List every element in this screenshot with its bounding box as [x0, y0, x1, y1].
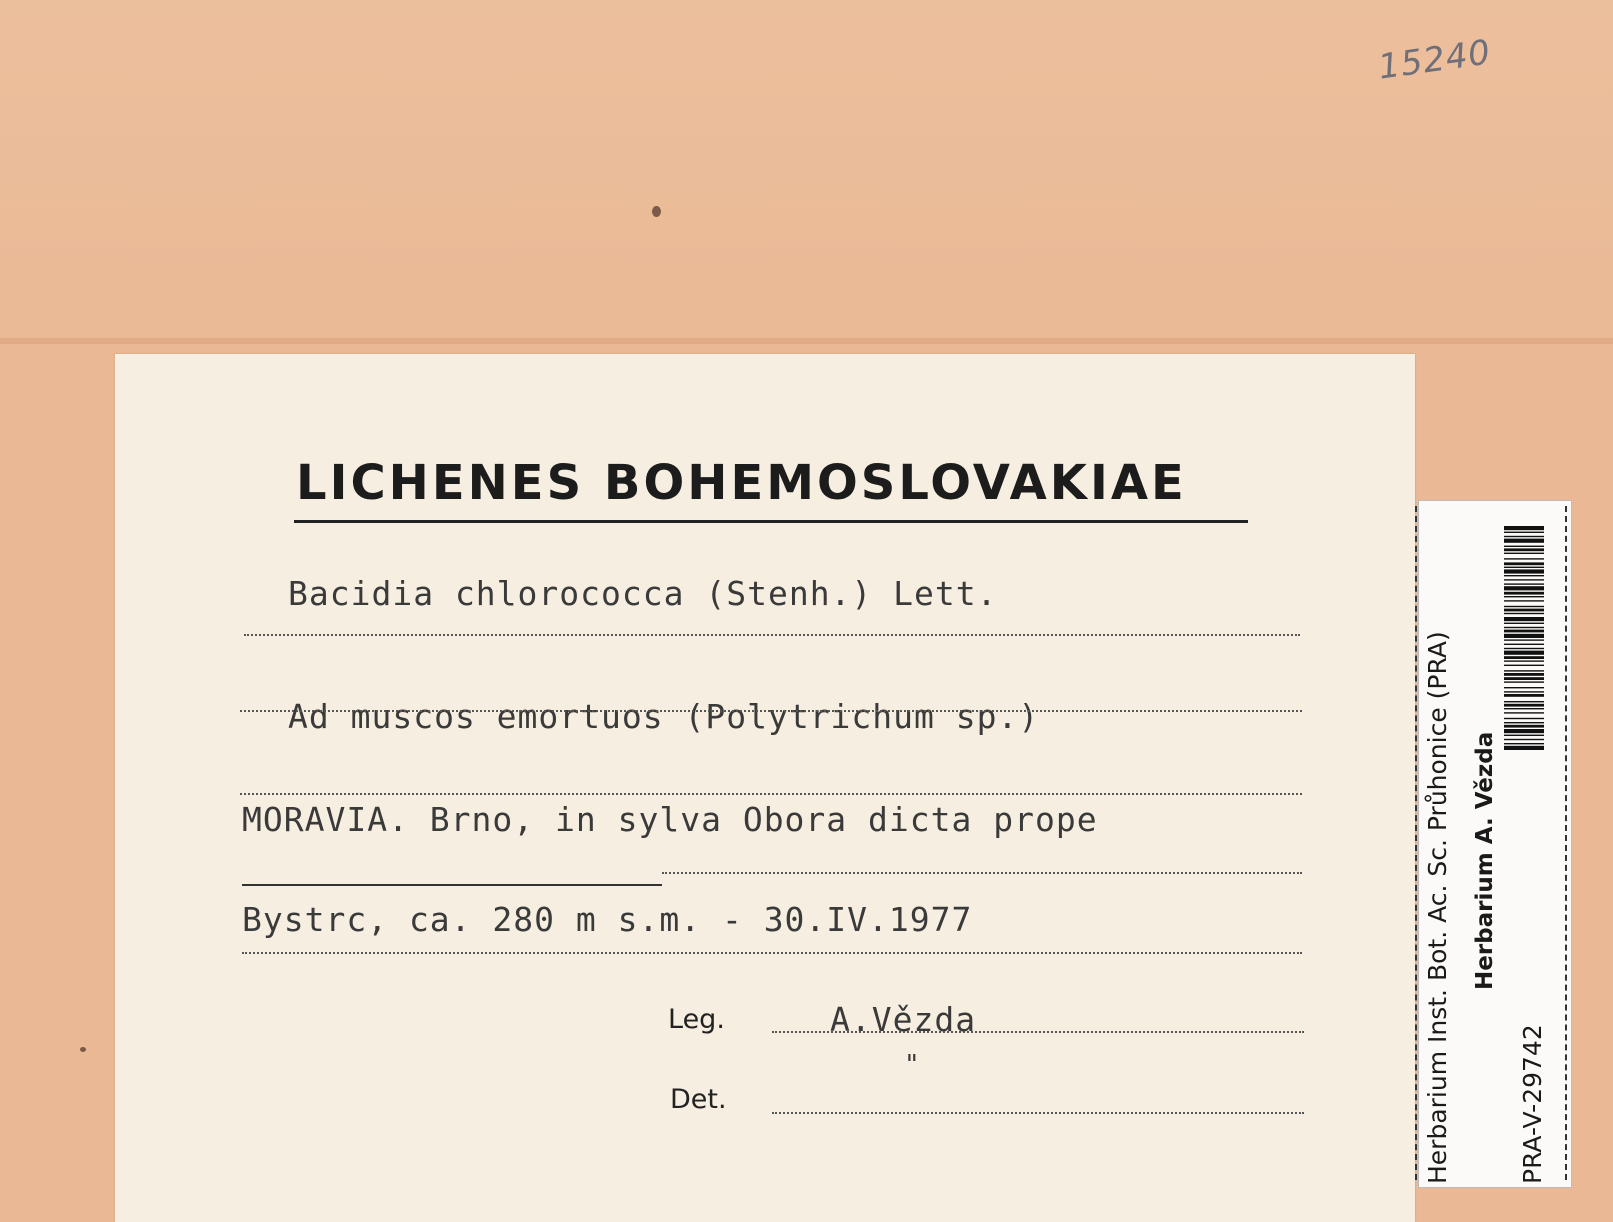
barcode-bar	[1504, 583, 1544, 584]
barcode-bar	[1504, 623, 1544, 624]
substrate-dotted-line	[240, 710, 1302, 712]
barcode-bar	[1504, 532, 1544, 533]
barcode-bar	[1504, 677, 1544, 680]
barcode-bar	[1504, 746, 1544, 750]
barcode-bar	[1504, 575, 1544, 576]
locality-dotted-line-mid	[662, 872, 1302, 874]
barcode-bar	[1504, 725, 1544, 728]
barcode-bar	[1504, 579, 1544, 580]
barcode-bar	[1504, 735, 1544, 736]
barcode-bar	[1504, 539, 1544, 543]
collection-text: Herbarium A. Vězda	[1472, 731, 1498, 990]
barcode-bar	[1504, 606, 1544, 607]
barcode-bar	[1504, 701, 1544, 702]
sheet-fold-edge	[0, 338, 1613, 344]
paper-speck	[80, 1047, 86, 1052]
locality-dotted-line-bottom	[242, 952, 1302, 954]
barcode-bar	[1504, 644, 1544, 645]
barcode-bar	[1504, 718, 1544, 719]
barcode-bar	[1504, 708, 1544, 709]
barcode-bar	[1504, 743, 1544, 744]
barcode-bar	[1504, 592, 1544, 595]
barcode-bar	[1504, 526, 1544, 530]
strip-dashed-line-right	[1565, 506, 1567, 1180]
locality-line-2: Bystrc, ca. 280 m s.m. - 30.IV.1977	[242, 900, 973, 939]
barcode-bar	[1504, 712, 1544, 713]
strip-dashed-line-left	[1415, 506, 1417, 1180]
barcode-bar	[1504, 673, 1544, 676]
barcode-bar	[1504, 609, 1544, 612]
locality-dotted-line-top	[240, 793, 1302, 795]
handwritten-accession-number: 15240	[1375, 32, 1494, 88]
barcode-bar	[1504, 634, 1544, 638]
institution-text: Herbarium Inst. Bot. Ac. Sc. Průhonice (PRA)	[1423, 631, 1452, 1184]
paper-speck	[652, 206, 661, 217]
label-title: LICHENES BOHEMOSLOVAKIAE	[296, 455, 1187, 511]
barcode-bar	[1504, 562, 1544, 565]
barcode-bar	[1504, 536, 1544, 537]
title-underline	[294, 520, 1248, 523]
barcode-bar	[1504, 722, 1544, 723]
barcode-bar	[1504, 600, 1544, 601]
barcode-bar	[1504, 687, 1544, 688]
catalog-number: PRA-V-29742	[1518, 1024, 1547, 1184]
det-ditto-mark: "	[904, 1050, 920, 1080]
barcode-bar	[1504, 548, 1544, 551]
barcode-bar	[1504, 648, 1544, 649]
taxon-name: Bacidia chlorococca (Stenh.) Lett.	[288, 574, 998, 613]
barcode-bar	[1504, 651, 1544, 655]
barcode-bar	[1504, 665, 1544, 666]
barcode-icon	[1504, 526, 1544, 910]
barcode-bar	[1504, 739, 1544, 740]
leg-dotted-line	[772, 1031, 1304, 1033]
barcode-bar	[1504, 630, 1544, 633]
barcode-bar	[1504, 546, 1544, 547]
substrate-text: Ad muscos emortuos (Polytrichum sp.)	[288, 697, 1040, 736]
barcode-bar	[1504, 558, 1544, 559]
barcode-bar	[1504, 694, 1544, 697]
barcode-bar	[1504, 660, 1544, 661]
barcode-bar	[1504, 670, 1544, 671]
barcode-bar	[1504, 681, 1544, 682]
barcode-bar	[1504, 586, 1544, 590]
taxon-dotted-line	[244, 634, 1300, 636]
herbarium-sheet-upper	[0, 0, 1613, 343]
locality-line-1: MORAVIA. Brno, in sylva Obora dicta prope	[242, 800, 1098, 839]
locality-solid-line	[242, 884, 662, 886]
barcode-bar	[1504, 729, 1544, 733]
det-dotted-line	[772, 1112, 1304, 1114]
barcode-bar	[1504, 613, 1544, 614]
barcode-bar	[1504, 569, 1544, 573]
barcode-bar	[1504, 553, 1544, 554]
barcode-bar	[1504, 691, 1544, 692]
barcode-bar	[1504, 704, 1544, 707]
barcode-bar	[1504, 627, 1544, 628]
leg-value: A.Vězda	[830, 1000, 977, 1039]
det-label: Det.	[670, 1084, 727, 1115]
barcode-bar	[1504, 639, 1544, 640]
barcode-bar	[1504, 567, 1544, 568]
leg-label: Leg.	[668, 1004, 725, 1035]
barcode-bar	[1504, 656, 1544, 659]
barcode-bar	[1504, 617, 1544, 621]
barcode-bar	[1504, 596, 1544, 597]
